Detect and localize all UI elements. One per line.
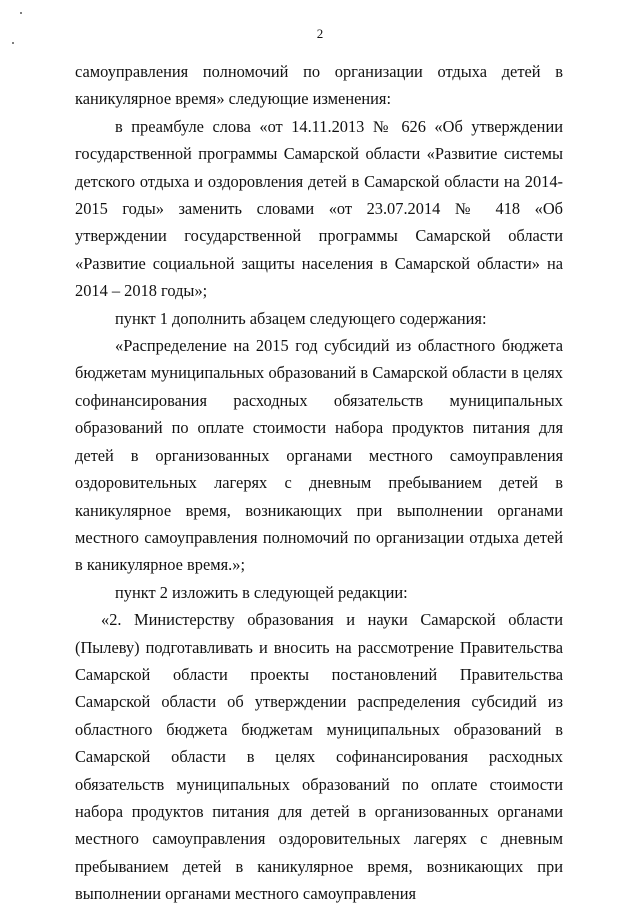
- document-body: [75, 58, 563, 908]
- paragraph-point-1-text: «Распределение на 2015 год субсидий из областного бюджета бюджетам муниципальных образований в Самарской области в целях софинансирования расходных обязательств муниципальных образований по оплате стоимости набора продуктов питания для детей в организованных органами местного самоуправления оздоровительных лагерях с дневным пребыванием детей в каникулярное время, возникающих при выполнении органами местного самоуправления полномочий по организации отдыха детей в каникулярное время.»;: [75, 336, 563, 575]
- paragraph-continuation: самоуправления полномочий по организации отдыха детей в каникулярное время» следующие изменения:: [75, 62, 563, 109]
- scan-speck: [12, 42, 14, 44]
- scan-speck: [20, 12, 22, 14]
- paragraph-point-2-text: «2. Министерству образования и науки Самарской области (Пылеву) подготавливать и вносить на рассмотрение Правительства Самарской области проекты постановлений Правительства Самарской области об утверждении распределения субсидий из областного бюджета бюджетам муниципальных образований в Самарской области в целях софинансирования расходных обязательств муниципальных образований по оплате стоимости набора продуктов питания для детей в организованных органами местного самоуправления оздоровительных лагерях с дневным пребыванием детей в каникулярное время, возникающих при выполнении органами местного самоуправления: [75, 610, 563, 904]
- paragraph-point-1-intro: пункт 1 дополнить абзацем следующего содержания:: [115, 308, 487, 328]
- paragraph-point-2-intro: пункт 2 изложить в следующей редакции:: [115, 582, 408, 602]
- page-number: 2: [316, 26, 324, 41]
- paragraph-preamble-amendment: в преамбуле слова «от 14.11.2013 № 626 «Об утверждении государственной программы Самарской области «Развитие системы детского отдыха и оздоровления детей в Самарской области на 2014-2015 годы» заменить словами «от 23.07.2014 № 418 «Об утверждении государственной программы Самарской области «Развитие социальной защиты населения в Самарской области» на 2014 – 2018 годы»;: [75, 116, 563, 301]
